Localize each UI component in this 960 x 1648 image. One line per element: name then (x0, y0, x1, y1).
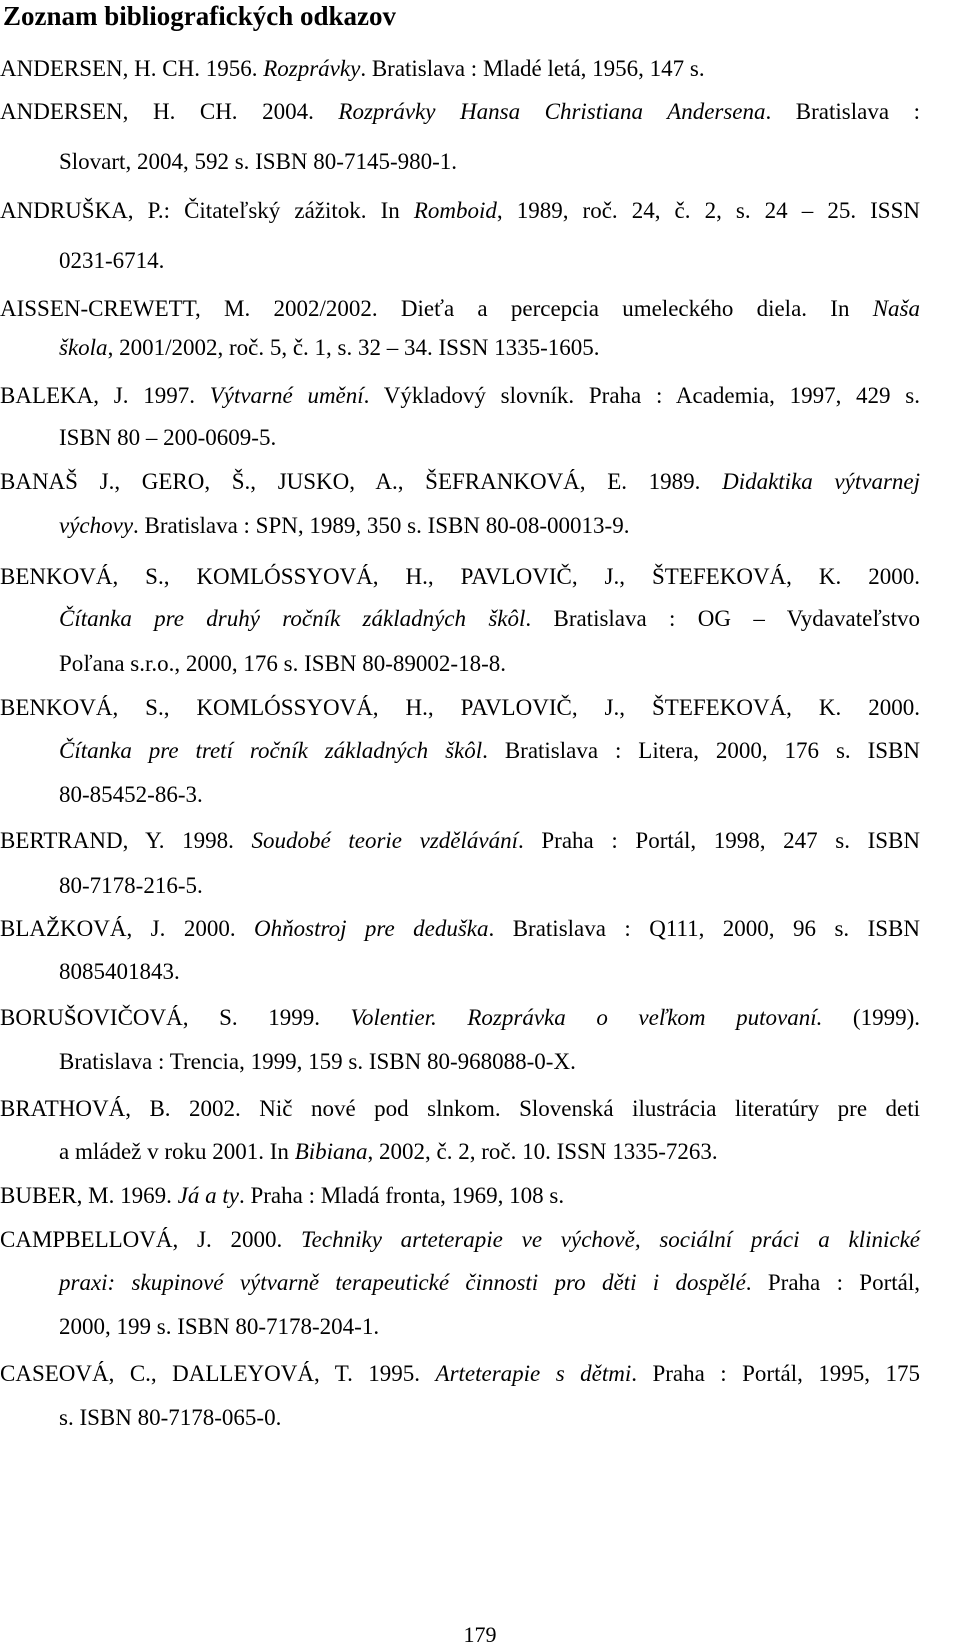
reference-text: CAMPBELLOVÁ, J. 2000. (0, 1227, 301, 1252)
reference-line (59, 1269, 920, 1297)
reference-line (59, 247, 164, 275)
reference-text: BENKOVÁ, S., KOMLÓSSYOVÁ, H., PAVLOVIČ, J., ŠTEFEKOVÁ, K. 2000. (0, 564, 920, 589)
reference-line (0, 694, 920, 722)
reference-italic-text: Čítanka pre tretí ročník základných škôl (59, 738, 483, 763)
reference-text: . Bratislava : OG – Vydavateľstvo (525, 606, 921, 631)
reference-italic-text: praxi: skupinové výtvarně terapeutické činnosti pro děti i dospělé (59, 1270, 746, 1295)
reference-line (59, 148, 457, 176)
reference-italic-text: Bibiana (294, 1139, 368, 1164)
reference-text: . Bratislava : SPN, 1989, 350 s. ISBN 80-08-00013-9. (133, 513, 630, 538)
reference-line (59, 872, 203, 900)
reference-text: BRATHOVÁ, B. 2002. Nič nové pod slnkom. Slovenská ilustrácia literatúry pre deti (0, 1096, 920, 1121)
reference-line (59, 1313, 379, 1341)
page-title: Zoznam bibliografických odkazov (3, 1, 397, 31)
reference-line (59, 737, 920, 765)
reference-line (0, 827, 920, 855)
reference-italic-text: Didaktika výtvarnej (722, 469, 920, 494)
reference-line (59, 1404, 281, 1432)
reference-text: a mládež v roku 2001. In (59, 1139, 295, 1164)
reference-line (59, 605, 920, 633)
reference-italic-text: Rozprávky Hansa Christiana Andersena (338, 99, 766, 124)
reference-italic-text: Arteterapie s dětmi (435, 1361, 632, 1386)
reference-text: 80-85452-86-3. (59, 782, 203, 807)
reference-text: BORUŠOVIČOVÁ, S. 1999. (0, 1005, 351, 1030)
reference-italic-text: Čítanka pre druhý ročník základných škôl (59, 606, 526, 631)
reference-line (59, 650, 506, 678)
reference-text: (1999). (822, 1005, 920, 1030)
reference-text: . Bratislava : Litera, 2000, 176 s. ISBN (482, 738, 920, 763)
reference-line (59, 1048, 576, 1076)
reference-text: . Výkladový slovník. Praha : Academia, 1997, 429 s. (363, 383, 920, 408)
reference-line (59, 512, 629, 540)
reference-text: ANDERSEN, H. CH. 1956. (0, 56, 264, 81)
reference-text: Bratislava : Trencia, 1999, 159 s. ISBN 80-968088-0-X. (59, 1049, 576, 1074)
reference-line (59, 781, 203, 809)
reference-line (0, 1360, 920, 1388)
reference-italic-text: Soudobé teorie vzdělávání (251, 828, 518, 853)
reference-line (0, 197, 920, 225)
reference-italic-text: Já a ty (177, 1183, 239, 1208)
reference-italic-text: Romboid (413, 198, 497, 223)
reference-line (0, 468, 920, 496)
reference-text: Poľana s.r.o., 2000, 176 s. ISBN 80-89002-18-8. (59, 651, 506, 676)
reference-line (0, 55, 705, 83)
reference-text: . Bratislava : Q111, 2000, 96 s. ISBN (488, 916, 920, 941)
reference-text: ANDERSEN, H. CH. 2004. (0, 99, 339, 124)
reference-text: . Bratislava : Mladé letá, 1956, 147 s. (360, 56, 705, 81)
reference-italic-text: Výtvarné umění (209, 383, 364, 408)
page-number: 179 (463, 1622, 497, 1647)
reference-line (0, 1004, 920, 1032)
reference-italic-text: Volentier. Rozprávka o veľkom putovaní. (350, 1005, 823, 1030)
reference-text: BLAŽKOVÁ, J. 2000. (0, 916, 255, 941)
reference-line (0, 1182, 564, 1210)
reference-text: AISSEN-CREWETT, M. 2002/2002. Dieťa a percepcia umeleckého diela. In (0, 296, 873, 321)
reference-text: Slovart, 2004, 592 s. ISBN 80-7145-980-1. (59, 149, 458, 174)
reference-text: 0231-6714. (59, 248, 165, 273)
reference-line (0, 563, 920, 591)
reference-text: ISBN 80 – 200-0609-5. (59, 425, 277, 450)
reference-text: 80-7178-216-5. (59, 873, 203, 898)
reference-text: , 1989, roč. 24, č. 2, s. 24 – 25. ISSN (496, 198, 920, 223)
reference-line (59, 424, 276, 452)
reference-text: 8085401843. (59, 959, 180, 984)
reference-italic-text: Rozprávky (263, 56, 361, 81)
reference-text: BANAŠ J., GERO, Š., JUSKO, A., ŠEFRANKOVÁ, E. 1989. (0, 469, 723, 494)
reference-italic-text: Naša (872, 296, 920, 321)
reference-italic-text: Ohňostroj pre deduška (254, 916, 489, 941)
reference-text: . Bratislava : (765, 99, 920, 124)
reference-text: s. ISBN 80-7178-065-0. (59, 1405, 282, 1430)
reference-line (0, 382, 920, 410)
reference-line (0, 98, 920, 126)
reference-text: , 2002, č. 2, roč. 10. ISSN 1335-7263. (367, 1139, 718, 1164)
reference-line (59, 1138, 718, 1166)
reference-text: 2000, 199 s. ISBN 80-7178-204-1. (59, 1314, 380, 1339)
reference-text: . Praha : Portál, 1995, 175 (631, 1361, 921, 1386)
reference-text: . Praha : Portál, (745, 1270, 920, 1295)
reference-line (0, 915, 920, 943)
reference-text: CASEOVÁ, C., DALLEYOVÁ, T. 1995. (0, 1361, 436, 1386)
reference-italic-text: škola (59, 335, 108, 360)
reference-text: . Praha : Portál, 1998, 247 s. ISBN (518, 828, 920, 853)
reference-text: BENKOVÁ, S., KOMLÓSSYOVÁ, H., PAVLOVIČ, J., ŠTEFEKOVÁ, K. 2000. (0, 695, 920, 720)
reference-line (0, 1095, 920, 1123)
reference-text: BALEKA, J. 1997. (0, 383, 210, 408)
reference-text: , 2001/2002, roč. 5, č. 1, s. 32 – 34. ISSN 1335-1605. (107, 335, 600, 360)
reference-text: . Praha : Mladá fronta, 1969, 108 s. (238, 1183, 565, 1208)
reference-italic-text: Techniky arteterapie ve výchově, sociální práci a klinické (301, 1227, 920, 1252)
reference-line (0, 1226, 920, 1254)
reference-line (0, 295, 920, 323)
reference-line (59, 958, 180, 986)
reference-text: ANDRUŠKA, P.: Čitateľský zážitok. In (0, 198, 414, 223)
reference-text: BERTRAND, Y. 1998. (0, 828, 252, 853)
reference-text: BUBER, M. 1969. (0, 1183, 178, 1208)
reference-italic-text: výchovy (59, 513, 134, 538)
reference-line (59, 334, 600, 362)
